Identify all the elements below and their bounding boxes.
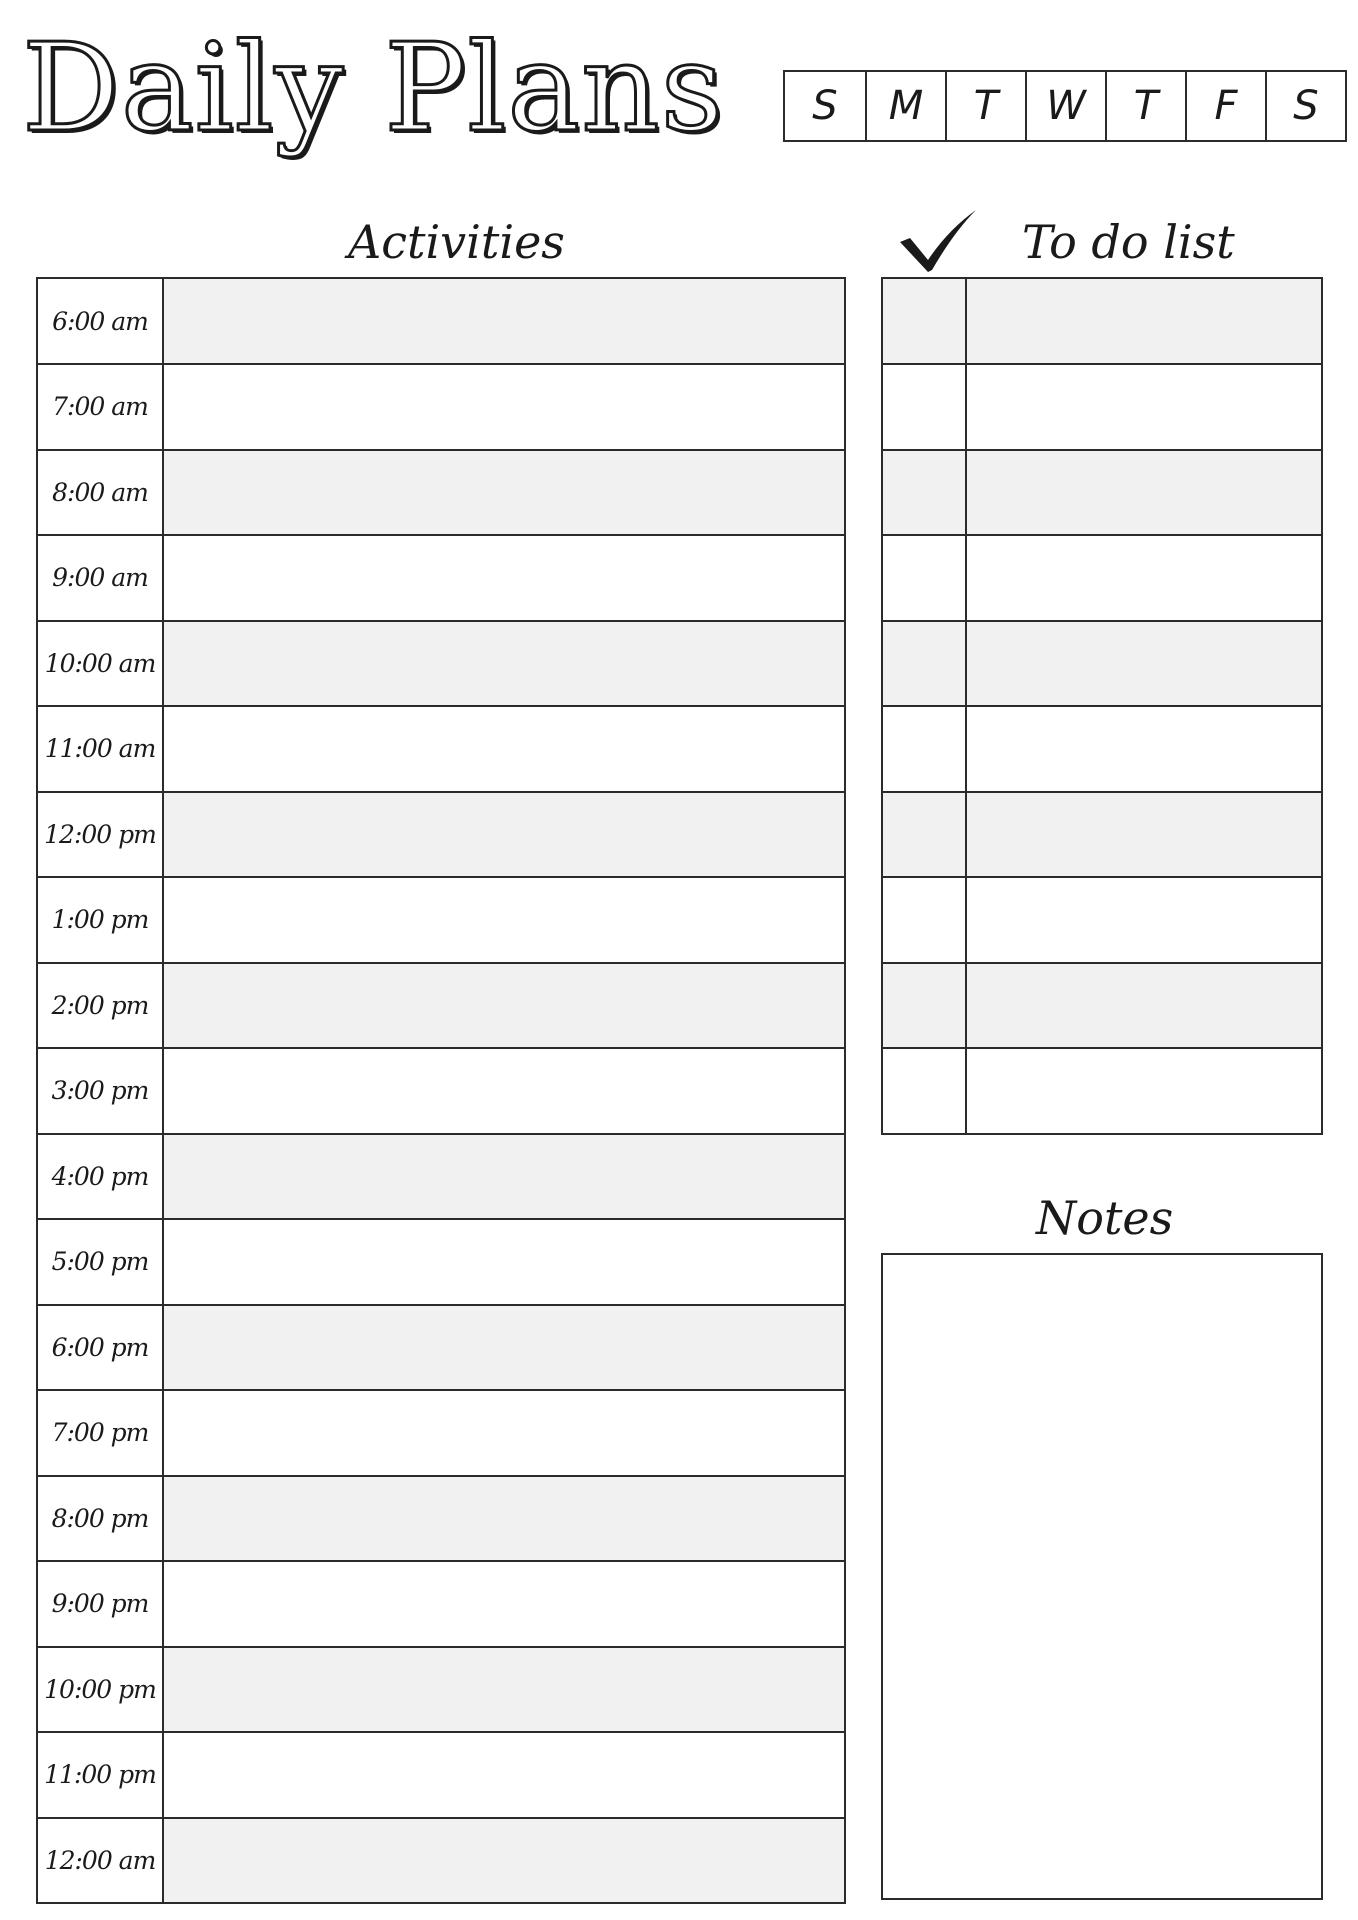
time-label: 5:00 pm bbox=[38, 1220, 164, 1304]
activity-field[interactable] bbox=[164, 1220, 844, 1304]
time-label: 8:00 am bbox=[38, 451, 164, 535]
todo-field[interactable] bbox=[967, 793, 1321, 877]
activity-row bbox=[38, 1475, 844, 1561]
todo-checkbox[interactable] bbox=[883, 964, 967, 1048]
day-box[interactable]: F bbox=[1185, 72, 1265, 140]
todo-checkbox[interactable] bbox=[883, 279, 967, 363]
todo-field[interactable] bbox=[967, 622, 1321, 706]
todo-checkbox[interactable] bbox=[883, 536, 967, 620]
activity-field[interactable] bbox=[164, 793, 844, 877]
time-label: 10:00 pm bbox=[38, 1648, 164, 1732]
time-label: 12:00 am bbox=[38, 1819, 164, 1903]
todo-table bbox=[881, 277, 1323, 1135]
activity-field[interactable] bbox=[164, 1391, 844, 1475]
todo-field[interactable] bbox=[967, 1049, 1321, 1133]
activity-row bbox=[38, 620, 844, 706]
activity-field[interactable] bbox=[164, 1306, 844, 1390]
activity-field[interactable] bbox=[164, 1648, 844, 1732]
time-label: 10:00 am bbox=[38, 622, 164, 706]
todo-row bbox=[883, 705, 1321, 791]
activity-row bbox=[38, 1304, 844, 1390]
activity-field[interactable] bbox=[164, 536, 844, 620]
notes-area[interactable] bbox=[881, 1253, 1323, 1900]
page-title: Daily Plans bbox=[22, 17, 725, 159]
activity-field[interactable] bbox=[164, 1562, 844, 1646]
todo-field[interactable] bbox=[967, 365, 1321, 449]
todo-row bbox=[883, 534, 1321, 620]
activity-row bbox=[38, 876, 844, 962]
activity-row bbox=[38, 791, 844, 877]
activity-row bbox=[38, 279, 844, 363]
activity-field[interactable] bbox=[164, 365, 844, 449]
activity-row bbox=[38, 1646, 844, 1732]
todo-checkbox[interactable] bbox=[883, 793, 967, 877]
activity-field[interactable] bbox=[164, 279, 844, 363]
activity-row bbox=[38, 705, 844, 791]
activity-field[interactable] bbox=[164, 451, 844, 535]
time-label: 7:00 pm bbox=[38, 1391, 164, 1475]
todo-checkbox[interactable] bbox=[883, 1049, 967, 1133]
todo-field[interactable] bbox=[967, 878, 1321, 962]
time-label: 6:00 am bbox=[38, 279, 164, 363]
todo-row bbox=[883, 791, 1321, 877]
activity-field[interactable] bbox=[164, 964, 844, 1048]
todo-row bbox=[883, 363, 1321, 449]
checkmark-icon bbox=[898, 208, 980, 274]
time-label: 1:00 pm bbox=[38, 878, 164, 962]
activity-row bbox=[38, 1133, 844, 1219]
day-box[interactable]: T bbox=[1105, 72, 1185, 140]
todo-row bbox=[883, 876, 1321, 962]
todo-checkbox[interactable] bbox=[883, 878, 967, 962]
day-box[interactable]: S bbox=[812, 83, 838, 129]
activity-row bbox=[38, 1389, 844, 1475]
todo-field[interactable] bbox=[967, 279, 1321, 363]
activity-row bbox=[38, 1731, 844, 1817]
todo-row bbox=[883, 279, 1321, 363]
todo-checkbox[interactable] bbox=[883, 451, 967, 535]
activity-field[interactable] bbox=[164, 707, 844, 791]
time-label: 4:00 pm bbox=[38, 1135, 164, 1219]
activity-field[interactable] bbox=[164, 1049, 844, 1133]
todo-field[interactable] bbox=[967, 536, 1321, 620]
time-label: 6:00 pm bbox=[38, 1306, 164, 1390]
activity-field[interactable] bbox=[164, 622, 844, 706]
day-box[interactable]: S bbox=[1265, 72, 1345, 140]
time-label: 11:00 pm bbox=[38, 1733, 164, 1817]
time-label: 11:00 am bbox=[38, 707, 164, 791]
activity-row bbox=[38, 1218, 844, 1304]
activity-field[interactable] bbox=[164, 878, 844, 962]
activity-row bbox=[38, 449, 844, 535]
activity-field[interactable] bbox=[164, 1477, 844, 1561]
day-selector bbox=[783, 70, 1347, 142]
activity-row bbox=[38, 363, 844, 449]
day-box[interactable]: W bbox=[1025, 72, 1105, 140]
time-label: 2:00 pm bbox=[38, 964, 164, 1048]
time-label: 8:00 pm bbox=[38, 1477, 164, 1561]
day-box[interactable]: M bbox=[865, 72, 945, 140]
todo-row bbox=[883, 620, 1321, 706]
notes-heading: Notes bbox=[1036, 1191, 1174, 1245]
time-label: 12:00 pm bbox=[38, 793, 164, 877]
todo-checkbox[interactable] bbox=[883, 707, 967, 791]
todo-row bbox=[883, 962, 1321, 1048]
time-label: 7:00 am bbox=[38, 365, 164, 449]
activities-table bbox=[36, 277, 846, 1904]
time-label: 9:00 am bbox=[38, 536, 164, 620]
todo-field[interactable] bbox=[967, 964, 1321, 1048]
day-box[interactable]: T bbox=[945, 72, 1025, 140]
time-label: 3:00 pm bbox=[38, 1049, 164, 1133]
activity-row bbox=[38, 534, 844, 620]
todo-checkbox[interactable] bbox=[883, 365, 967, 449]
time-label: 9:00 pm bbox=[38, 1562, 164, 1646]
activity-row bbox=[38, 1560, 844, 1646]
activity-row bbox=[38, 962, 844, 1048]
todo-field[interactable] bbox=[967, 707, 1321, 791]
activity-row bbox=[38, 1047, 844, 1133]
todo-checkbox[interactable] bbox=[883, 622, 967, 706]
todo-row bbox=[883, 1047, 1321, 1133]
activity-row bbox=[38, 1817, 844, 1903]
activity-field[interactable] bbox=[164, 1733, 844, 1817]
todo-row bbox=[883, 449, 1321, 535]
activity-field[interactable] bbox=[164, 1135, 844, 1219]
activity-field[interactable] bbox=[164, 1819, 844, 1903]
todo-field[interactable] bbox=[967, 451, 1321, 535]
activities-heading: Activities bbox=[348, 215, 565, 269]
todo-heading: To do list bbox=[1022, 215, 1235, 269]
